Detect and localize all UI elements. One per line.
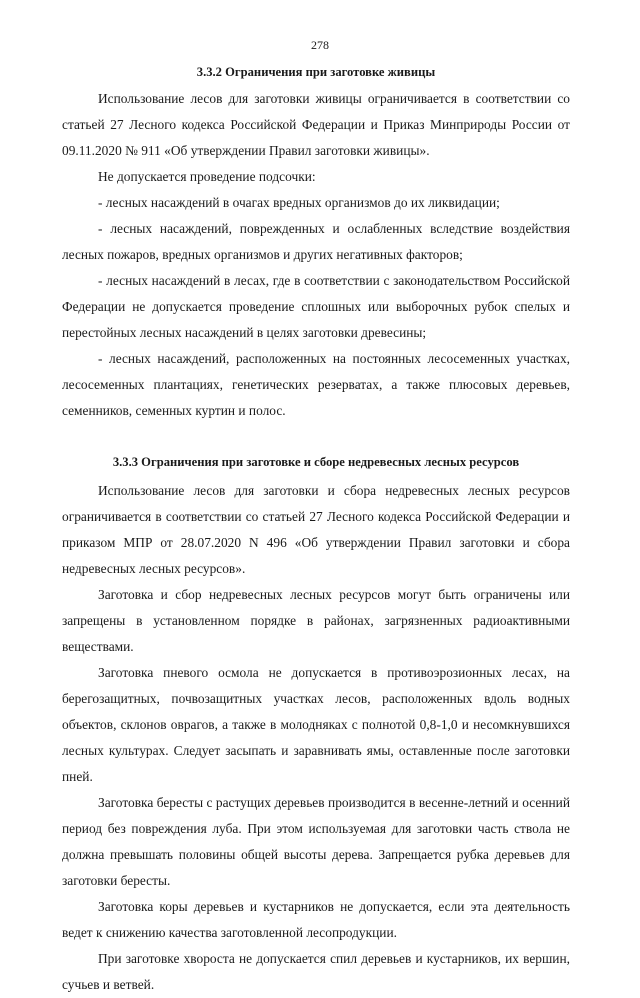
paragraph: Заготовка коры деревьев и кустарников не допускается, если эта деятельность ведет к снижению качества заготовленной лесопродукции. <box>62 899 570 940</box>
paragraph: Заготовка и сбор недревесных лесных ресурсов могут быть ограничены или запрещены в установленном порядке в районах, загрязненных радиоактивными веществами. <box>62 587 570 654</box>
paragraph: Использование лесов для заготовки живицы ограничивается в соответствии со статьей 27 Лесного кодекса Российской Федерации и Приказ Минприроды России от 09.11.2020 № 911 «Об утверждении Правил заготовки живицы». <box>62 91 570 158</box>
paragraph: При заготовке хвороста не допускается спил деревьев и кустарников, их вершин, сучьев и ветвей. <box>62 951 570 992</box>
section-heading-332: 3.3.2 Ограничения при заготовке живицы <box>196 65 436 79</box>
paragraph: Заготовка бересты с растущих деревьев производится в весенне-летний и осенний период без повреждения луба. При этом используемая для заготовки часть ствола не должна превышать половины общей высоты дерева. Запрещается рубка деревьев для заготовки бересты. <box>62 795 570 888</box>
document-body <box>62 62 570 998</box>
list-item: - лесных насаждений, расположенных на постоянных лесосеменных участках, лесосеменных плантациях, генетических резерватах, а также плюсовых деревьев, семенников, семенных куртин и полос. <box>62 351 570 418</box>
list-item: - лесных насаждений в очагах вредных организмов до их ликвидации; <box>98 195 500 210</box>
paragraph: Заготовка пневого осмола не допускается в противоэрозионных лесах, на берегозащитных, почвозащитных участках лесов, расположенных вдоль водных объектов, склонов оврагов, а также в молодняках с полнотой 0,8-1,0 и несомкнувшихся лесных культурах. Следует засыпать и заравнивать ямы, оставленные после заготовки пней. <box>62 665 570 784</box>
section-heading-333: 3.3.3 Ограничения при заготовке и сборе недревесных лесных ресурсов <box>112 455 520 469</box>
page-number: 278 <box>311 38 329 52</box>
paragraph: Использование лесов для заготовки и сбора недревесных лесных ресурсов ограничивается в соответствии со статьей 27 Лесного кодекса Российской Федерации и приказом МПР от 28.07.2020 N 496 «Об утверждении Правил заготовки и сбора недревесных лесных ресурсов». <box>62 483 570 576</box>
list-item: - лесных насаждений в лесах, где в соответствии с законодательством Российской Федерации не допускается проведение сплошных или выборочных рубок спелых и перестойных лесных насаждений в целях заготовки древесины; <box>62 273 570 340</box>
list-item: - лесных насаждений, поврежденных и ослабленных вследствие воздействия лесных пожаров, вредных организмов и других негативных факторов; <box>62 221 570 262</box>
paragraph: Не допускается проведение подсочки: <box>98 169 316 184</box>
